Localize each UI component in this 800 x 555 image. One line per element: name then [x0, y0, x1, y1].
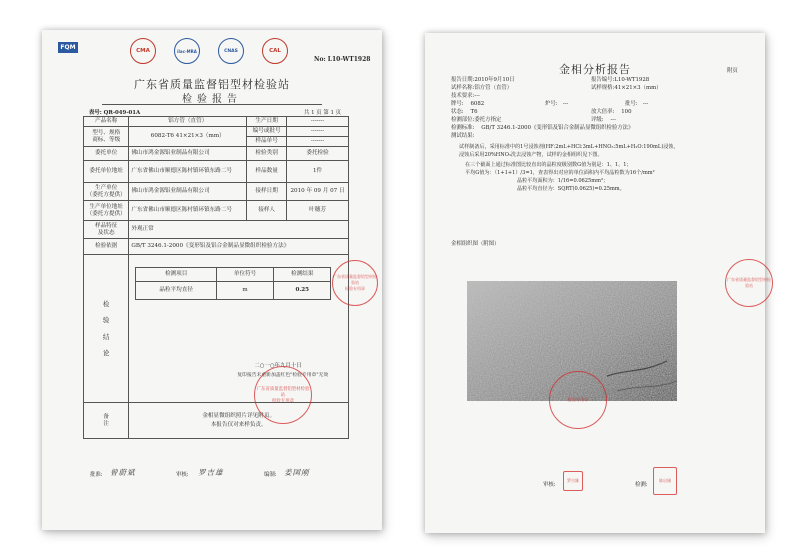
client-value: 佛山市鸿金源铝业制品有限公司 [129, 147, 247, 161]
result-text-6: 晶粒平均直径为：SQRT(0.0625)=0.25mm。 [517, 186, 625, 192]
receive-date-label: 接样日期 [247, 183, 287, 201]
sample-spec-field: 试样规格:41×21×3（mm） [591, 85, 662, 91]
issue-date: 二○一○年九月十日 [254, 363, 302, 369]
approver-label: 批准: [90, 472, 103, 478]
result-text-4: 平均G值为：（1+1+1）/3=1，查表得出对应的单位面积内平均晶粒数为16个/mm² [465, 170, 655, 176]
maker-label: 编制: [264, 472, 277, 478]
maker-signature: 姜国刚 [284, 468, 310, 477]
page-info: 共 1 页 第 1 页 [304, 110, 341, 116]
conclusion-cell [129, 255, 349, 403]
product-name-label: 产品名称 [84, 117, 129, 127]
verification-stamp-main: 广东省质量监督铝型材检验站 检验专用章 [254, 366, 312, 424]
batch-value: ------- [287, 127, 349, 137]
result-unit: m [216, 282, 273, 300]
cnas-logo: CNAS [218, 38, 244, 64]
receive-date-value: 2010 年 09 月 07 日 [287, 183, 349, 201]
appendix-label: 附页 [727, 68, 738, 74]
ilac-logo: ilac-MRA [174, 38, 200, 64]
conclusion-label: 检 验 结 论 [84, 255, 129, 403]
result-text-1: 试样制备后，采用标准中的1号浸蚀剂(HF:2mL+HCl:3mL+HNO₃:5mL+H₂O:190mL)浸蚀， [459, 144, 679, 150]
metallographic-report-page [425, 33, 771, 533]
report-number: No: L10-WT1928 [314, 56, 371, 63]
result-head-item: 检测项目 [136, 268, 217, 282]
batch-label: 编号或批号 [247, 127, 287, 137]
remark-line-1: 金相显微组织照片详见附页。 [202, 412, 276, 419]
producer-addr-value: 广东省佛山市顺德区陈村镇环镇东路二号 [129, 201, 247, 221]
sample-state-label: 样品特征 及状态 [84, 221, 129, 239]
sample-no-label: 样品单号 [247, 137, 287, 147]
rating-field: 评级: --- [591, 117, 616, 123]
side-stamp: 广东省质量监督铝型材检验站 [725, 259, 773, 307]
producer-value: 佛山市鸿金源铝业制品有限公司 [129, 183, 247, 201]
cma-logo: CMA [130, 38, 156, 64]
result-item: 晶粒平均直径 [136, 282, 217, 300]
lower-stamp: 检验专用章 [549, 371, 607, 429]
model-label: 型号、规格 商标、等级 [84, 127, 129, 147]
report-title: 检验报告 [182, 94, 242, 105]
batch-field: 批号: --- [625, 101, 649, 107]
title-underline [102, 104, 322, 105]
reviewer-signature: 罗吉雄 [198, 468, 224, 477]
sample-name-field: 试样名称:铝方管（直管） [451, 85, 513, 91]
method-field: 检测标准: GB/T 3246.1-2000《变形铝及铝合金制品显微组织检验方法》 [451, 125, 634, 131]
remark-line-2: 本报告仅对来样负责。 [210, 421, 267, 428]
result-text-5: 晶粒平均面积为：1/16=0.0625mm²； [517, 178, 609, 184]
cal-logo: CAL [262, 38, 288, 64]
receiver-value: 叶穗芳 [287, 201, 349, 221]
result-text-3: 在三个截面上通过标准图比较直出的晶粒度级别数G值为别是：1、1、1； [465, 162, 632, 168]
fqm-logo: FQM [58, 42, 78, 53]
accreditation-logos [130, 38, 288, 64]
reviewer-seal: 罗吉雄 [563, 471, 583, 491]
production-date-value: ------- [287, 117, 349, 127]
inspect-type-label: 检验类别 [247, 147, 287, 161]
client-addr-value: 广东省佛山市顺德区陈村镇环镇东路二号 [129, 161, 247, 183]
report-no-field: 报告编号:L10-WT1928 [591, 77, 650, 83]
form-number: 表号: QR-049-01A [89, 110, 141, 116]
grade-field: 牌号: 6082 [451, 101, 485, 107]
basis-value: GB/T 3246.1-2000《变形铝及铝合金制品显微组织检验方法》 [129, 239, 349, 255]
verification-stamp-side: 广东省质量监督铝型材检验站 检验专用章 [332, 260, 378, 306]
state-field: 状态: T6 [451, 109, 478, 115]
result-subtable [135, 267, 331, 300]
sample-no-value: ------- [287, 137, 349, 147]
production-date-label: 生产日期 [247, 117, 287, 127]
result-head-value: 检测结果 [274, 268, 331, 282]
client-addr-label: 委托单位地址 [84, 161, 129, 183]
sample-state-value: 外观正常 [129, 221, 349, 239]
tech-req-field: 技术要求:--- [451, 93, 480, 99]
product-name-value: 铝方管（直管） [129, 117, 247, 127]
tester-seal: 陈启刚 [653, 467, 677, 495]
result-value: 0.25 [274, 282, 331, 300]
station-title: 广东省质量监督铝型材检验站 [134, 78, 290, 91]
sample-qty-label: 样品数量 [247, 161, 287, 183]
client-label: 委托单位 [84, 147, 129, 161]
reviewer-label: 审核: [543, 482, 556, 488]
tester-label: 检测: [635, 482, 648, 488]
producer-label: 生产单位 （委托方提供） [84, 183, 129, 201]
location-field: 检测部位:委托方指定 [451, 117, 502, 123]
approver-signature: 曾蔚斌 [110, 468, 136, 477]
result-head-unit: 单位符号 [216, 268, 273, 282]
inspect-type-value: 委托检验 [287, 147, 349, 161]
sample-qty-value: 1件 [287, 161, 349, 183]
reviewer-label: 审核: [176, 472, 189, 478]
basis-label: 检验依据 [84, 239, 129, 255]
result-heading: 测试结果: [451, 133, 475, 139]
producer-addr-label: 生产单位地址 （委托方提供） [84, 201, 129, 221]
model-value: 6082-T6 41×21×3（mm） [129, 127, 247, 147]
report-date-field: 报告日期:2010年9月10日 [451, 77, 515, 83]
result-text-2: 浸蚀后采用20%HNO₃洗去浸蚀产物，试样的金相组织见下图。 [459, 152, 603, 158]
magnification-field: 放大倍率: 100 [591, 109, 632, 115]
remark-cell [129, 403, 349, 439]
furnace-field: 炉号: --- [545, 101, 569, 107]
photo-label: 金相组织图（附图） [451, 241, 500, 247]
receiver-label: 接样人 [247, 201, 287, 221]
metallographic-title: 金相分析报告 [559, 63, 631, 76]
inspection-report-page [42, 30, 382, 530]
remark-label: 备 注 [84, 403, 129, 439]
copy-note: 复印报告未重新加盖红色"检验专用章"无效 [237, 373, 329, 378]
